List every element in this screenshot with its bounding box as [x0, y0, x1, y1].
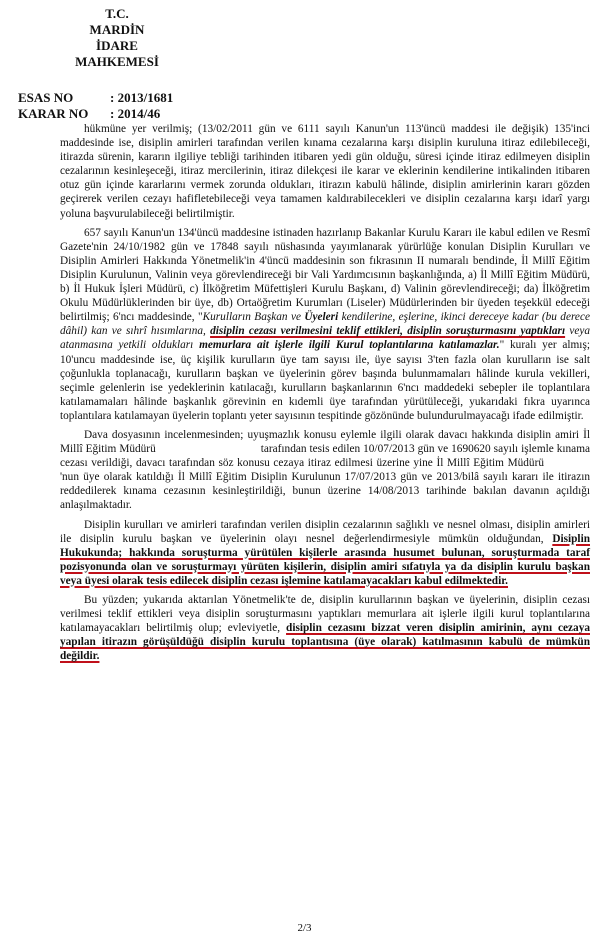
header-city: MARDİN [89, 22, 145, 37]
p4-highlight: Disiplin Hukukunda; hakkında soruşturma yürütülen kişilerle arasında husumet bulunan, soruşturmada taraf pozisyonunda olan ve soruşturmayı yürüten kişilerin, disiplin amiri sıfatıyla ya da disiplin kurulu başkan veya üyesi olarak tesis edilecek disiplin cezası işlemine katılamayacakları kabul edilmektedir. [60, 532, 590, 587]
esas-value: : 2013/1681 [110, 90, 174, 105]
p5-text-a: Bu yüzden; yukarıda aktarılan Yönetmelik'te de, disiplin kurullarının başkan ve üyelerinin, disiplin cezası verilmesi teklif ettikleri veya disiplin soruşturmasını yaptıkları memurlara ait işlerle ilgili kurul toplantılarına katılamayacakları belirtilmiş olup; evleviyetle, [60, 594, 590, 635]
court-header [57, 6, 177, 70]
page-number: 2/3 [297, 922, 312, 934]
p3-text-c: 'nun üye olarak katıldığı İl Millî Eğitim Disiplin Kurulunun 17/07/2013 gün ve 2013/bilâ sayılı kararı ile itirazın reddedilerek kınama cezasının kesinleştirildiği, bunun üzerine 14/08/2013 tarihinde bakılan davanın açıldığı anlaşılmaktadır. [60, 471, 590, 512]
p2-highlight-proposal: disiplin cezası verilmesini teklif ettikleri, disiplin soruşturmasını yaptıkları [210, 325, 566, 338]
p5-highlight: disiplin cezasını bizzat veren disiplin amirinin, aynı cezaya yapılan itirazın görüşüldüğü disiplin kurulu toplantısına (üye olarak) katılmasının kabulü de mümkün değildir. [60, 622, 590, 663]
p2-text-b: " kuralı yer almış; 10'uncu maddesinde ise, üç kişilik kurulların üye tam sayısı ile, üye sayısı 3'ten fazla olan kurulların ise salt çoğunlukla toplanacağı, kurulların başkan ve üyelerinin görev başında bulunmamaları hâlinde kurula vekilleri, seçimle gelenlerin ise yedeklerinin katılacağı, kurulların başkanlarının 6'ncı maddedeki sebepler ile toplantılara katılamamaları hâlinde başkanlık görevinin en kıdemli üye tarafından yürütüleceği, yukarıdaki fıkra uyarınca toplantılara katılamayan üyelerin toplantı yeter sayısının tespitinde gözönünde bulundurulmayacağı ifade edilmiştir. [60, 339, 590, 422]
p2-quote-meetings: memurlara ait işlerle ilgili Kurul toplantılarına katılamazlar. [199, 339, 500, 352]
p2-quote-a: Kurulların Başkan ve [202, 311, 305, 324]
p3-text-a: Dava dosyasının incelenmesinden; uyuşmazlık konusu eylemle ilgili olarak davacı hakkında disiplin amiri İl Millî Eğitim Müdürü [60, 428, 590, 456]
p4-text-a: Disiplin kurulları ve amirleri tarafından verilen disiplin cezalarının sağlıklı ve nesnel olması, disiplin amirleri ile disiplin kurulu başkan ve üyelerinin olayı nesnel değerlendirmesiyle mümkün olduğundan, [60, 518, 590, 545]
case-references [18, 90, 173, 122]
paragraph-3 [60, 428, 590, 513]
header-court: İDARE MAHKEMESİ [75, 38, 159, 69]
p2-quote-members: Üyeleri [304, 311, 339, 324]
esas-label: ESAS NO [18, 90, 74, 105]
p2-quote-c: veya atanmasına yetkili oldukları [60, 325, 591, 352]
paragraph-1: hükmüne yer verilmiş; (13/02/2011 gün ve 6111 sayılı Kanun'un 113'üncü maddesi ile değişik) 135'inci maddesinde ise, disiplin amirleri tarafından verilen kınama cezalarına karşı disiplin kuruluna itiraz edilebileceği, itirazda sürenin, kararın ilgiliye tebliği tarihinden itibaren yedi gün olduğu, süresi içinde itiraz edilmeyen disiplin cezalarının kesinleşeceği, itiraz mercilerinin, itiraz dilekçesi ile karar ve eklerinin kendilerine intikalinden itibaren otuz gün içinde kararlarını vermek zorunda oldukları, itirazın kabulü hâlinde, disiplin amirlerinin kararı gözden geçirerek verilen cezayı hafifletebileceği veya tamamen kaldırabilecekleri ve disiplin cezalarına karşı idarî yargı yoluna başvurulabileceği belirtilmiştir. [60, 123, 590, 220]
paragraph-4 [60, 518, 590, 588]
document-body [60, 122, 590, 668]
paragraph-2 [60, 226, 590, 423]
p2-quote-b: kendilerine, eşlerine, ikinci dereceye kadar (bu derece dâhil) kan ve sıhrî hısımlarına, [60, 311, 590, 338]
karar-label: KARAR NO [18, 106, 89, 121]
paragraph-5 [60, 593, 590, 663]
header-tc: T.C. [105, 6, 129, 21]
p3-text-b: tarafından tesis edilen 10/07/2013 gün ve 1690620 sayılı işlemle kınama cezası verildiği, davacı tarafından söz konusu cezaya itiraz edilmesi üzerine yine İl Millî Eğitim Müdürü [60, 443, 590, 470]
karar-value: : 2014/46 [110, 106, 161, 121]
p2-text-a: 657 sayılı Kanun'un 134'üncü maddesine istinaden hazırlanıp Bakanlar Kurulu Kararı ile kabul edilen ve Resmî Gazete'nin 24/10/1982 gün ve 17848 sayılı nüshasında yayımlanarak yürürlüğe konulan Disiplin Kurulları ve Disiplin Amirleri Hakkında Yönetmelik'in 4'üncü maddesinin son fıkrasının II numaralı bendinde, İl Millî Eğitim Disiplin Kurulunun, Valinin veya görevlendireceği bir Vali Yardımcısının başkanlığında, a) İl Millî Eğitim Müdürü, b) İl Hukuk İşleri Müdürü, c) İlköğretim Müfettişleri Kurulu Başkanı, d) Valinin görevlendireceği; da) İlköğretim Okulu Müdürlüklerinden bir üye, db) Ortaöğretim Kurumları (Liseler) Müdürlerinden bir üyeden teşekkül edeceği belirtilmiş; 6'ncı maddesinde, " [60, 226, 590, 324]
